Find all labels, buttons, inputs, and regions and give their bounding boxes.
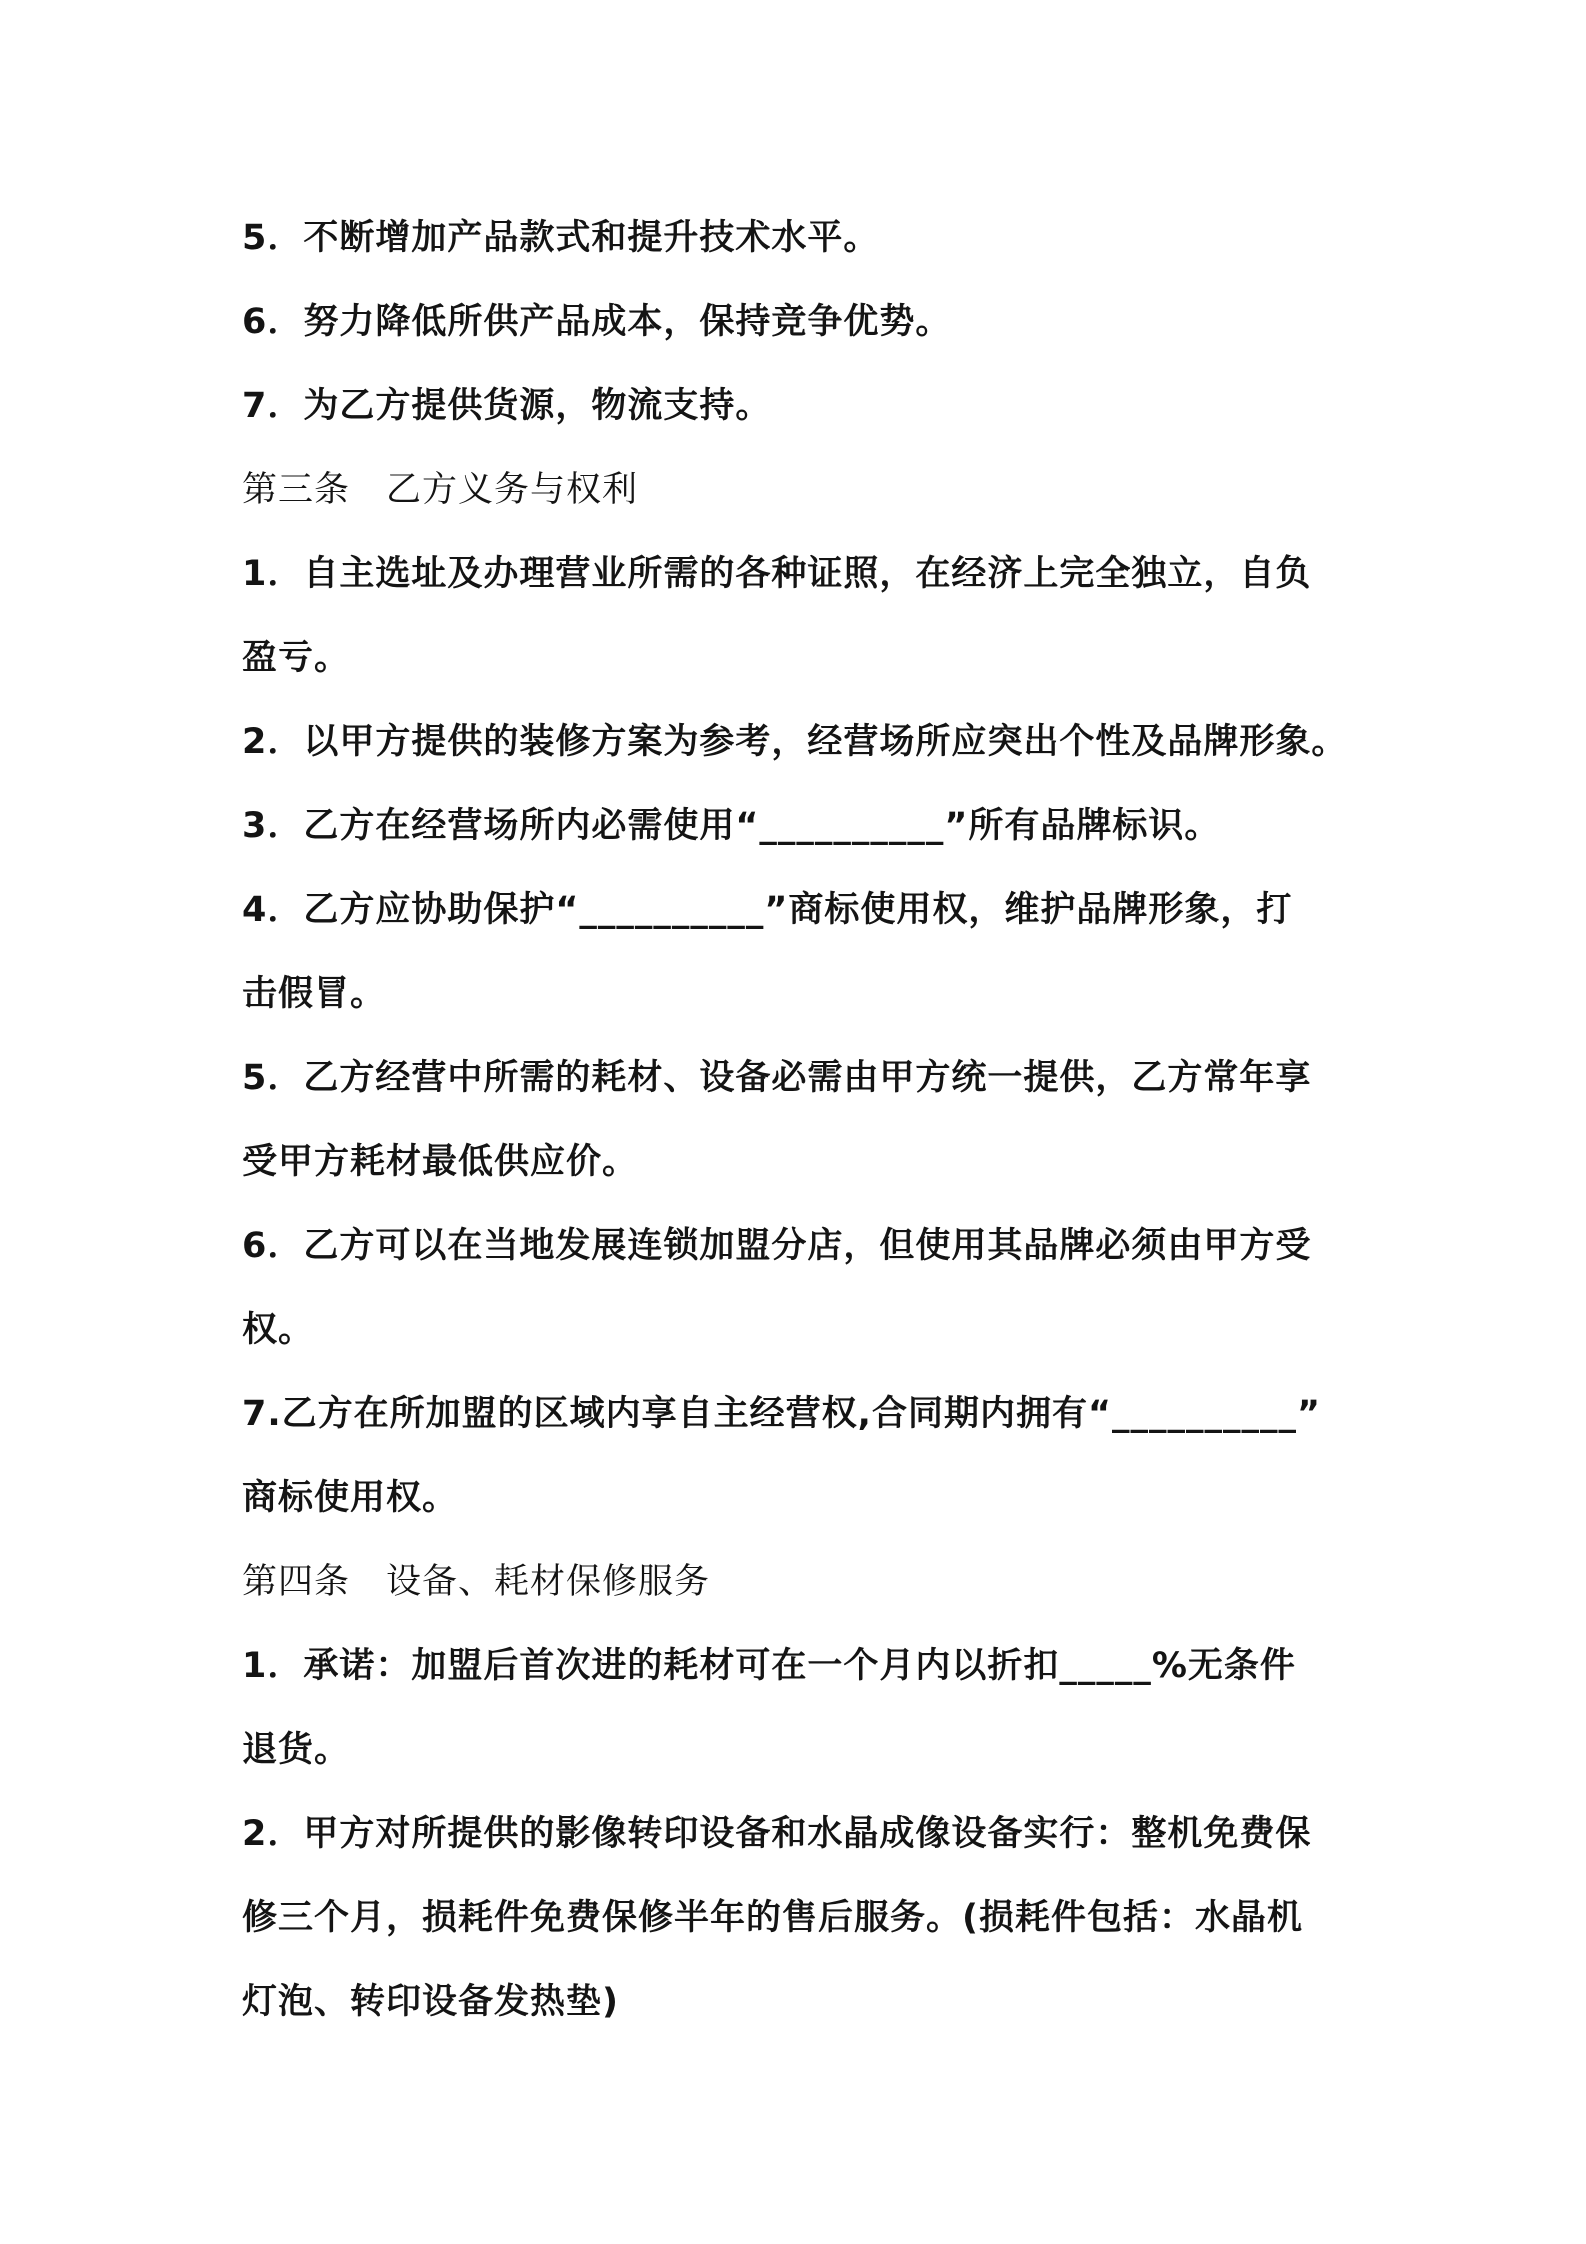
clause-line: 3．乙方在经营场所内必需使用“__________”所有品牌标识。 [242,806,1221,846]
contract-page [242,196,1382,2044]
clause-line: 盈亏。 [242,638,351,678]
clause-line: 权。 [242,1310,315,1350]
clause-line: 7．为乙方提供货源，物流支持。 [242,386,772,426]
clause-line: 4．乙方应协助保护“__________”商标使用权，维护品牌形象，打 [242,890,1293,930]
clause-line: 7.乙方在所加盟的区域内享自主经营权,合同期内拥有“__________” [242,1394,1321,1434]
clause-line: 退货。 [242,1730,351,1770]
clause-line: 2．以甲方提供的装修方案为参考，经营场所应突出个性及品牌形象。 [242,722,1348,762]
clause-line: 修三个月，损耗件免费保修半年的售后服务。(损耗件包括：水晶机 [242,1898,1303,1938]
clause-line: 灯泡、转印设备发热垫) [242,1982,619,2022]
clause-line: 击假冒。 [242,974,387,1014]
clause-line: 5．不断增加产品款式和提升技术水平。 [242,218,880,258]
clause-line: 6．努力降低所供产品成本，保持竞争优势。 [242,302,952,342]
clause-line: 1．自主选址及办理营业所需的各种证照，在经济上完全独立，自负 [242,554,1312,594]
clause-line: 1．承诺：加盟后首次进的耗材可在一个月内以折扣_____%无条件 [242,1646,1296,1686]
clause-line: 2．甲方对所提供的影像转印设备和水晶成像设备实行：整机免费保 [242,1814,1312,1854]
clause-line: 商标使用权。 [242,1478,459,1518]
clause-line: 受甲方耗材最低供应价。 [242,1142,639,1182]
article-heading: 第四条 设备、耗材保修服务 [242,1562,711,1602]
clause-line: 6．乙方可以在当地发展连锁加盟分店，但使用其品牌必须由甲方受 [242,1226,1312,1266]
article-heading: 第三条 乙方义务与权利 [242,470,639,510]
clause-line: 5．乙方经营中所需的耗材、设备必需由甲方统一提供，乙方常年享 [242,1058,1312,1098]
